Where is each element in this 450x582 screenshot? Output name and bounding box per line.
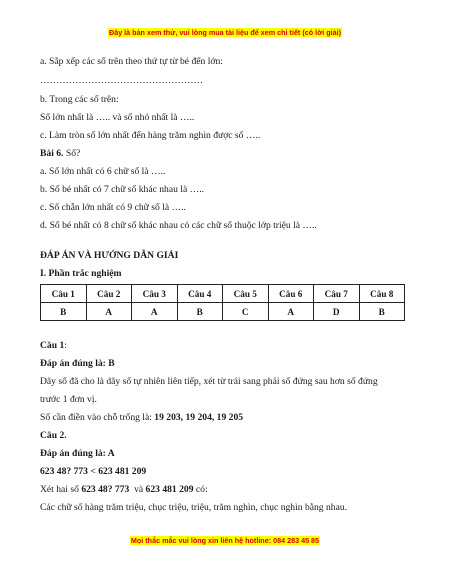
- answer-table-header-row: [41, 285, 405, 303]
- solution-q1-heading: [40, 340, 67, 352]
- table-header-cell: Câu 3: [132, 285, 178, 303]
- exercise-6-label: Bài 6.: [40, 148, 64, 159]
- preview-banner: [0, 28, 450, 37]
- answer-table: [40, 284, 405, 321]
- table-answer-cell: A: [86, 303, 132, 321]
- exercise-5a: a. Sắp xếp các số trên theo thứ tự từ bé đến lớn:: [40, 56, 223, 67]
- exercise-6-prompt: Số?: [65, 148, 81, 159]
- hotline-banner: [0, 536, 450, 545]
- table-header-cell: Câu 7: [314, 285, 360, 303]
- solution-q1-fill-values: 19 203, 19 204, 19 205: [154, 412, 244, 423]
- exercise-6b: b. Số bé nhất có 7 chữ số khác nhau là …..: [40, 184, 204, 195]
- preview-banner-text: Đây là bản xem thử, vui lòng mua tài liệu để xem chi tiết (có lời giải): [109, 28, 341, 37]
- answer-table-answer-row: [41, 303, 405, 321]
- solution-q2-label: Câu 2.: [40, 430, 67, 441]
- solution-q2-answer: Đáp án đúng là: A: [40, 448, 115, 459]
- table-header-cell: Câu 6: [268, 285, 314, 303]
- solution-q2-num2: 623 481 209: [145, 484, 194, 495]
- hotline-banner-text: Mọi thắc mắc vui lòng xin liên hệ hotline: 084 283 45 85: [130, 536, 320, 545]
- solution-q1-text: Dãy số đã cho là dãy số tự nhiên liên tiếp, xét từ trái sang phải số đứng sau hơn số đứng: [40, 376, 378, 387]
- exercise-6c: c. Số chẵn lớn nhất có 9 chữ số là …..: [40, 202, 186, 213]
- table-answer-cell: D: [314, 303, 360, 321]
- solution-q1-answer: Đáp án đúng là: B: [40, 358, 115, 369]
- exercise-5c: c. Làm tròn số lớn nhất đến hàng trăm nghìn được số …..: [40, 130, 261, 141]
- solution-q2-and: và: [129, 484, 146, 495]
- table-header-cell: Câu 1: [41, 285, 87, 303]
- table-answer-cell: B: [177, 303, 223, 321]
- exercise-5b: b. Trong các số trên:: [40, 94, 119, 105]
- solution-q1-fill-prefix: Số cần điền vào chỗ trống là:: [40, 412, 155, 423]
- solution-q2-suffix: có:: [193, 484, 208, 495]
- exercise-6a: a. Số lớn nhất có 6 chữ số là …..: [40, 166, 166, 177]
- solution-q2-compare: 623 48? 773 < 623 481 209: [40, 466, 147, 477]
- solution-q1-text-cont: trước 1 đơn vị.: [40, 394, 97, 405]
- table-answer-cell: A: [268, 303, 314, 321]
- table-header-cell: Câu 5: [223, 285, 269, 303]
- solution-q1-label: Câu 1: [40, 340, 65, 351]
- table-header-cell: Câu 8: [359, 285, 405, 303]
- solution-q1-fill: [40, 412, 243, 424]
- solution-q2-text: [40, 484, 208, 496]
- table-answer-cell: A: [132, 303, 178, 321]
- table-answer-cell: C: [223, 303, 269, 321]
- table-header-cell: Câu 2: [86, 285, 132, 303]
- exercise-6-heading: [40, 148, 80, 160]
- exercise-6d: d. Số bé nhất có 8 chữ số khác nhau có các chữ số thuộc lớp triệu là …..: [40, 220, 317, 231]
- table-answer-cell: B: [41, 303, 87, 321]
- table-header-cell: Câu 4: [177, 285, 223, 303]
- solution-q2-num1: 623 48? 773: [81, 484, 130, 495]
- dotted-answer-line: ……………………………………………: [40, 75, 204, 86]
- multiple-choice-heading: I. Phần trắc nghiệm: [40, 268, 122, 279]
- solution-q2-prefix: Xét hai số: [40, 484, 82, 495]
- table-answer-cell: B: [359, 303, 405, 321]
- solution-q2-text-cont: Các chữ số hàng trăm triệu, chục triệu, triệu, trăm nghìn, chục nghìn bằng nhau.: [40, 502, 348, 513]
- solution-q1-colon: :: [64, 340, 67, 351]
- answers-section-title: ĐÁP ÁN VÀ HƯỚNG DẪN GIẢI: [40, 250, 179, 261]
- exercise-5b-detail: Số lớn nhất là ….. và số nhỏ nhất là …..: [40, 112, 195, 123]
